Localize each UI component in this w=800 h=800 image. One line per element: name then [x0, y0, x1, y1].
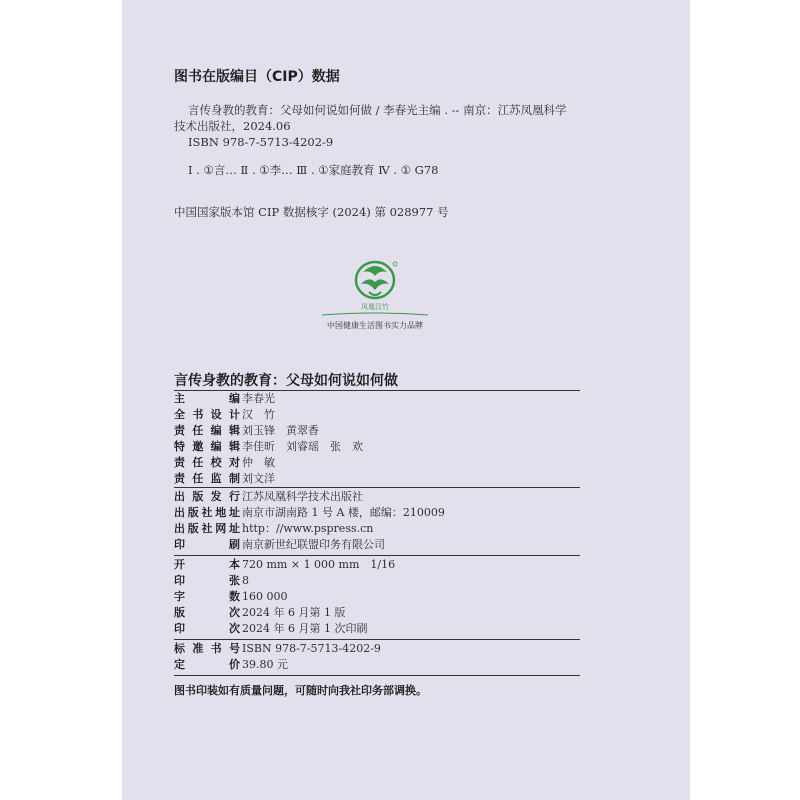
info-value: 汉 竹: [242, 408, 275, 421]
info-label: 版 次: [174, 606, 240, 619]
info-label: 印 刷: [174, 538, 240, 551]
info-label: 出 版 社 网 址: [174, 522, 240, 535]
info-row: [174, 537, 580, 553]
info-row: [174, 657, 580, 673]
publisher-section: [174, 489, 580, 553]
info-row: [174, 505, 580, 521]
specs-section: [174, 557, 580, 637]
info-value: 2024 年 6 月第 1 次印刷: [242, 622, 368, 635]
cip-library-record: 中国国家版本馆 CIP 数据核字 (2024) 第 028977 号: [174, 205, 449, 219]
info-value: ISBN 978-7-5713-4202-9: [242, 642, 381, 655]
info-label: 全 书 设 计: [174, 408, 240, 421]
info-value: 39.80 元: [242, 658, 288, 671]
info-value: 8: [242, 574, 249, 587]
info-label: 字 数: [174, 590, 240, 603]
info-value: 刘文洋: [242, 472, 275, 485]
publisher-logo: [308, 258, 442, 328]
info-value: 仲 敏: [242, 456, 275, 469]
cip-isbn: ISBN 978-7-5713-4202-9: [188, 135, 334, 149]
info-value: 刘玉锋 黄翠香: [242, 424, 319, 437]
logo-caption: 中国健康生活图书实力品牌: [327, 321, 423, 330]
info-row: [174, 471, 580, 487]
info-value: 江苏凤凰科学技术出版社: [242, 490, 363, 503]
cip-line-2: 技术出版社，2024.06: [174, 119, 291, 133]
info-row: [174, 573, 580, 589]
book-title: 言传身教的教育：父母如何说如何做: [174, 373, 398, 389]
info-label: 出 版 社 地 址: [174, 506, 240, 519]
copyright-page: [122, 0, 690, 800]
info-row: [174, 423, 580, 439]
info-row: [174, 489, 580, 505]
divider: [174, 487, 580, 488]
info-label: 开 本: [174, 558, 240, 571]
info-label: 主 编: [174, 392, 240, 405]
divider: [174, 675, 580, 676]
pricing-section: [174, 641, 580, 673]
logo-underline: [320, 312, 430, 318]
info-label: 印 次: [174, 622, 240, 635]
credits-section: [174, 391, 580, 487]
info-row: [174, 589, 580, 605]
info-value: 160 000: [242, 590, 288, 603]
info-value: 720 mm × 1 000 mm 1/16: [242, 558, 396, 571]
info-value: 李春光: [242, 392, 275, 405]
info-label: 特 邀 编 辑: [174, 440, 240, 453]
quality-notice: 图书印装如有质量问题，可随时向我社印务部调换。: [174, 684, 427, 697]
info-label: 责 任 校 对: [174, 456, 240, 469]
info-row: [174, 455, 580, 471]
info-row: [174, 407, 580, 423]
cip-title: 图书在版编目（CIP）数据: [174, 69, 340, 85]
info-label: 印 张: [174, 574, 240, 587]
divider: [174, 639, 580, 640]
info-row: [174, 391, 580, 407]
info-row: [174, 641, 580, 657]
info-label: 责 任 监 制: [174, 472, 240, 485]
info-row: [174, 439, 580, 455]
info-row: [174, 621, 580, 637]
info-value: 2024 年 6 月第 1 版: [242, 606, 346, 619]
divider: [174, 555, 580, 556]
info-row: [174, 557, 580, 573]
info-value: 李佳昕 刘睿瑶 张 欢: [242, 440, 363, 453]
info-label: 责 任 编 辑: [174, 424, 240, 437]
cip-line-1: 言传身教的教育：父母如何说如何做 / 李春光主编 . -- 南京：江苏凤凰科学: [188, 103, 567, 117]
info-value: 南京新世纪联盟印务有限公司: [242, 538, 385, 551]
info-row: [174, 521, 580, 537]
info-label: 定 价: [174, 658, 240, 671]
phoenix-bamboo-icon: [349, 258, 401, 302]
info-value: 南京市湖南路 1 号 A 楼，邮编：210009: [242, 506, 445, 519]
cip-classification: Ⅰ . ①言… Ⅱ . ①李… Ⅲ . ①家庭教育 Ⅳ . ① G78: [188, 163, 439, 177]
logo-brand-text: 凤凰汉竹: [361, 303, 389, 311]
info-label: 出 版 发 行: [174, 490, 240, 503]
info-value: http：//www.pspress.cn: [242, 522, 374, 535]
info-label: 标 准 书 号: [174, 642, 240, 655]
info-row: [174, 605, 580, 621]
